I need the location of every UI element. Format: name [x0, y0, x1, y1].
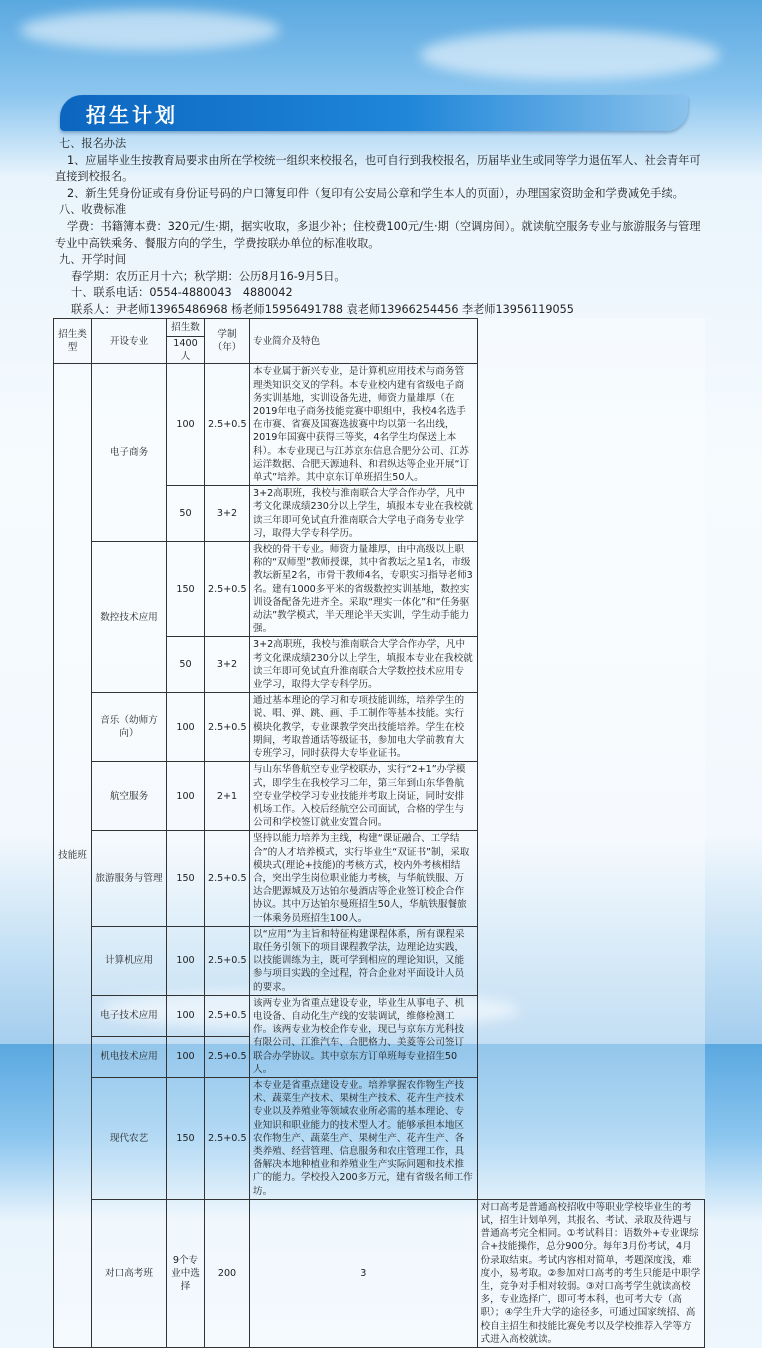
header-type: 招生类型: [54, 319, 92, 364]
heading-registration: 七、报名办法: [59, 137, 127, 150]
section-banner: [60, 95, 688, 131]
enrollment-table: [53, 318, 705, 1348]
count-cell: 150: [167, 1077, 205, 1199]
fees-text: 学费：书籍簿本费：320元/生·期，据实收取，多退少补；住校费100元/生·期（空调房间）。就读航空服务专业与旅游服务与管理专业中高铁乘务、餐服方向的学生，学费按联办单位的标准收取。: [55, 219, 701, 250]
years-cell: 2.5+0.5: [205, 542, 250, 637]
major-cell: 航空服务: [92, 762, 167, 831]
years-cell: 2.5+0.5: [205, 1036, 250, 1077]
count-cell: 100: [167, 762, 205, 831]
count-cell: 200: [205, 1199, 250, 1347]
count-cell: 100: [167, 1036, 205, 1077]
years-cell: 2.5+0.5: [205, 364, 250, 486]
count-cell: 50: [167, 486, 205, 542]
desc-cell: 对口高考是普通高校招收中等职业学校毕业生的考试，招生计划单列，其报名、考试、录取及待遇与普通高考完全相同。①考试科目：语数外+专业课综合+技能操作，总分900分。每年3月份考试，4月份录取结束。考试内容相对简单，考题深度浅，难度小，易考取。②参加对口高考的考生只能是中职学生，竞争对手相对较弱。③对口高考学生就读高校多，专业选择广，即可考本科，也可考大专（高职）；④学生升大学的途径多，可通过国家统招、高校自主招生和技能比赛免考以及学校推荐入学等方式进入高校就读。: [477, 1199, 705, 1347]
header-count: 招生数: [167, 319, 205, 337]
major-cell: 旅游服务与管理: [92, 831, 167, 926]
years-cell: 2.5+0.5: [205, 926, 250, 995]
desc-cell: 与山东华鲁航空专业学校联办，实行“2+1”办学模式，即学生在我校学习二年，第三年到山东华鲁航空专业学校学习专业技能并考取上岗证，同时安排机场工作。入校后经航空公司面试，合格的学生与公司和学校签订就业安置合同。: [250, 762, 478, 831]
header-years: 学制（年）: [205, 319, 250, 364]
count-cell: 150: [167, 831, 205, 926]
major-cell: 音乐（幼师方向）: [92, 693, 167, 762]
header-desc: 专业简介及特色: [250, 319, 478, 364]
major-cell: 9个专业中选择: [167, 1199, 205, 1347]
start-text: 春学期：农历正月十六；秋学期：公历8月16-9月5日。: [71, 269, 346, 283]
category-tech: 技能班: [54, 364, 92, 1348]
years-cell: 2.5+0.5: [205, 831, 250, 926]
desc-cell: 该两专业为省重点建设专业，毕业生从事电子、机电设备、自动化生产线的安装调试，维修检测工作。该两专业为校企作专业，现已与京东方光科技有限公司、江淮汽车、合肥格力、美菱等公司签订联合办学协议。其中京东方订单班每专业招生50人。: [250, 995, 478, 1077]
registration-item-2: 2、新生凭身份证或有身份证号码的户口簿复印件（复印有公安局公章和学生本人的页面），办理国家资助金和学费减免手续。: [67, 186, 684, 200]
header-total: 1400人: [167, 337, 205, 364]
desc-cell: 我校的骨干专业。师资力量雄厚，由中高级以上职称的“双师型”教师授课，其中省教坛之星1名，市级教坛新星2名，市骨干教师4名，专职实习指导老师3名。建有1000多平米的省级数控实训基地，数控实训设备配备先进齐全。采取“理实一体化”和“任务驱动法”教学模式，半天理论半天实训，学生动手能力强。: [250, 542, 478, 637]
desc-cell: 3+2高职班，我校与淮南联合大学合作办学，凡中考文化课成绩230分以上学生，填报本专业在我校就读三年即可免试直升淮南联合大学数控技术应用专业学习，取得大学专科学历。: [250, 637, 478, 693]
years-cell: 3+2: [205, 637, 250, 693]
contact-people: 联系人：尹老师13965486968 杨老师15956491788 袁老师13966254456 李老师13956119055: [71, 302, 574, 316]
header-major: 开设专业: [92, 319, 167, 364]
major-cell: 数控技术应用: [92, 542, 167, 693]
desc-cell: 坚持以能力培养为主线，构建“课证融合、工学结合”的人才培养模式，实行毕业生“双证书”制，采取模块式(理论+技能)的考核方式，校内外考核相结合，突出学生岗位职业能力考核，与华航铁服、万达合肥源城及万达铂尔曼酒店等企业签订校企合作协议。其中万达铂尔曼班招生50人，华航铁服餐旅一体乘务员班招生100人。: [250, 831, 478, 926]
years-cell: 2.5+0.5: [205, 693, 250, 762]
desc-cell: 通过基本理论的学习和专项技能训练，培养学生的说、唱、弹、跳、画、手工制作等基本技能。实行模块化教学，专业课教学突出技能培养。学生在校期间，考取普通话等级证书，参加电大学前教育大专班学习，同时获得大专毕业证书。: [250, 693, 478, 762]
contact-phone: 十、联系电话：0554-4880043 4880042: [71, 286, 293, 300]
count-cell: 50: [167, 637, 205, 693]
major-cell: 电子技术应用: [92, 995, 167, 1036]
years-cell: 3+2: [205, 486, 250, 542]
major-cell: 电子商务: [92, 364, 167, 542]
registration-item-1: 1、应届毕业生按教育局要求由所在学校统一组织来校报名，也可自行到我校报名，历届毕业生或同等学力退伍军人、社会青年可直接到校报名。: [55, 153, 701, 184]
years-cell: 2+1: [205, 762, 250, 831]
category-exam: 对口高考班: [92, 1199, 167, 1347]
banner-title: 招生计划: [86, 103, 178, 127]
count-cell: 100: [167, 364, 205, 486]
major-cell: 现代农艺: [92, 1077, 167, 1199]
heading-fees: 八、收费标准: [59, 203, 127, 217]
major-cell: 计算机应用: [92, 926, 167, 995]
years-cell: 3: [250, 1199, 478, 1347]
desc-cell: 3+2高职班，我校与淮南联合大学合作办学，凡中考文化课成绩230分以上学生，填报本专业在我校就读三年即可免试直升淮南联合大学电子商务专业学习，取得大学专科学历。: [250, 486, 478, 542]
years-cell: 2.5+0.5: [205, 995, 250, 1036]
desc-cell: 本专业是省重点建设专业。培养掌握农作物生产技术、蔬菜生产技术、果树生产技术、花卉生产技术专业以及养殖业等领域农业所必需的基本理论、专业知识和职业能力的技术型人才。能够承担本地区农作物生产、蔬菜生产、果树生产、花卉生产、各类养殖、经营管理、信息服务和农庄管理工作，具备解决本地种植业和养殖业生产实际问题和技术推广的能力。学校投入200多万元，建有省级名师工作坊。: [250, 1077, 478, 1199]
desc-cell: 本专业属于新兴专业，是计算机应用技术与商务管理类知识交叉的学科。本专业校内建有省级电子商务实训基地，实训设备先进，师资力量雄厚（在2019年电子商务技能竞赛中职组中，我校4名选手在市赛、省赛及国赛选拔赛中均以第一名出线，2019年国赛中获得三等奖，4名学生均保送上本科）。本专业现已与江苏京东信息合肥分公司、江苏运洋数据、合肥天源迪科、和君纵达等企业开展“订单式”培养。其中京东订单班招生50人。: [250, 364, 478, 486]
heading-start: 九、开学时间: [59, 253, 127, 267]
major-cell: 机电技术应用: [92, 1036, 167, 1077]
count-cell: 150: [167, 542, 205, 637]
count-cell: 100: [167, 693, 205, 762]
count-cell: 100: [167, 995, 205, 1036]
count-cell: 100: [167, 926, 205, 995]
intro-section: [55, 136, 705, 319]
years-cell: 2.5+0.5: [205, 1077, 250, 1199]
desc-cell: 以“应用”为主旨和特征构建课程体系，所有课程采取任务引领下的项目课程教学法，边理论边实践，以技能训练为主，既可学到相应的理论知识，又能参与项目实践的全过程，符合企业对平面设计人员的要求。: [250, 926, 478, 995]
